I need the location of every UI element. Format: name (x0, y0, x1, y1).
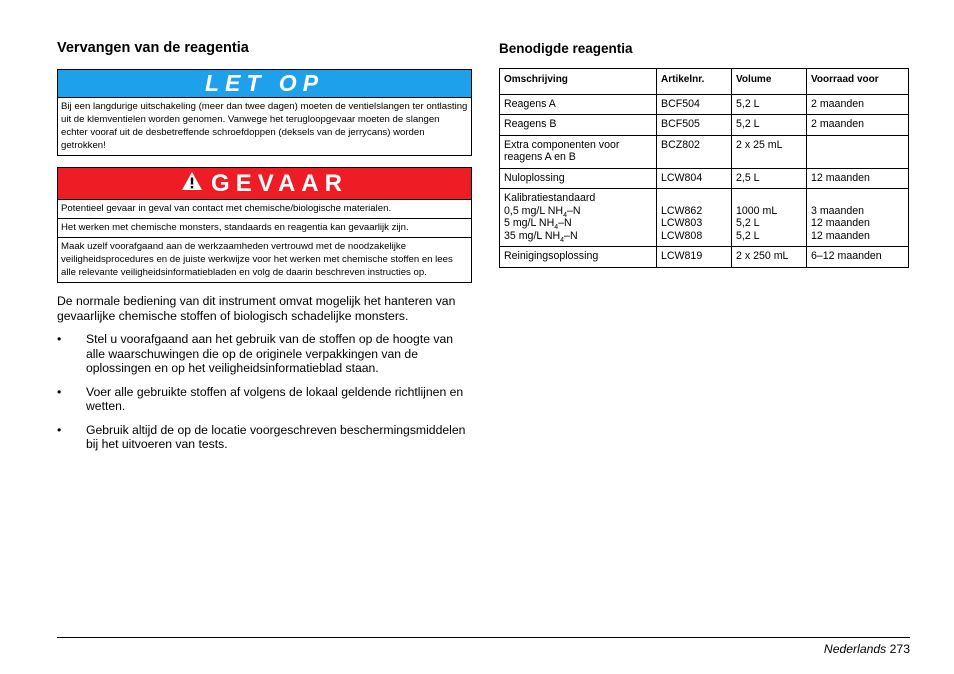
caution-banner (58, 70, 471, 98)
cell: BCF505 (657, 115, 732, 136)
list-item (57, 385, 472, 414)
calibration-article: LCW803 (661, 217, 703, 229)
header-volume: Volume (732, 69, 807, 95)
calibration-item: 0,5 mg/L $NH_4-N$ (504, 204, 581, 219)
bullet-text: Gebruik altijd de op de locatie voorgeschreven beschermingsmiddelen bij het uitvoeren van tests. (86, 422, 466, 451)
caution-text: Bij een langdurige uitschakeling (meer dan twee dagen) moeten de ventielslangen ter ontlasting uit de klemventielen worden genomen. Vanwege het terugloopgevaar moeten de slangen echter vooraf uit de desbetreffende schroefdoppen (deksels van de jerrycans) worden getrokken! (61, 101, 468, 151)
bullet-text: Voer alle gebruikte stoffen af volgens de lokaal geldende richtlijnen en wetten. (86, 384, 464, 413)
cell: Nuloplossing (500, 168, 657, 189)
cell: BCF504 (657, 94, 732, 115)
calibration-volume: 5,2 L (736, 229, 760, 242)
cell: 2,5 L (732, 168, 807, 189)
danger-notice (57, 167, 472, 283)
calibration-stock: 12 maanden (811, 229, 870, 242)
calibration-stock: 3 maanden (811, 204, 865, 217)
table-row (500, 115, 909, 136)
header-stock: Voorraad voor (807, 69, 909, 95)
cell: 2 x 25 mL (732, 135, 807, 168)
calibration-volume: 1000 mL (736, 204, 778, 217)
cell: Reagens A (500, 94, 657, 115)
calibration-item: 35 mg/L $NH_4-N$ (504, 229, 578, 244)
table-row (500, 247, 909, 268)
bullet-dot: • (57, 422, 62, 437)
left-column (57, 40, 472, 461)
cell: LCW804 (657, 168, 732, 189)
caution-notice (57, 69, 472, 156)
cell: 6–12 maanden (807, 247, 909, 268)
page-footer (824, 642, 910, 656)
cell-calibration-volumes (732, 189, 807, 247)
cell: LCW819 (657, 247, 732, 268)
cell: 5,2 L (732, 115, 807, 136)
cell: 2 x 250 mL (732, 247, 807, 268)
cell-calibration-articles (657, 189, 732, 247)
calibration-item: 5 mg/L $NH_4-N$ (504, 217, 572, 232)
cell: 12 maanden (807, 168, 909, 189)
danger-banner (58, 168, 471, 200)
cell: Extra componenten voor reagens A en B (500, 135, 657, 168)
list-item (57, 423, 472, 452)
cell-calibration-names (500, 189, 657, 247)
header-article: Artikelnr. (657, 69, 732, 95)
danger-text-3: Maak uzelf voorafgaand aan de werkzaamheden vertrouwd met de noodzakelijke veiligheidsprocedures en de juiste werkwijze voor het werken met chemische stoffen en lees alle relevante veiligheidsinformatiebladen en volg de daarin beschreven instructies op. (61, 241, 453, 278)
bullet-dot: • (57, 384, 62, 399)
danger-text-2: Het werken met chemische monsters, standaards en reagentia kan gevaarlijk zijn. (58, 219, 471, 238)
table-row (500, 135, 909, 168)
bullet-list (57, 332, 472, 452)
cell: 2 maanden (807, 115, 909, 136)
table-row-calibration (500, 189, 909, 247)
calibration-article: LCW808 (661, 229, 703, 242)
section-heading: Vervangen van de reagentia (57, 40, 249, 56)
cell: 5,2 L (732, 94, 807, 115)
calibration-article: LCW862 (661, 204, 703, 217)
danger-title: GEVAAR (211, 169, 348, 197)
cell (807, 135, 909, 168)
bullet-dot: • (57, 332, 62, 346)
reagents-table (499, 68, 909, 268)
intro-paragraph: De normale bediening van dit instrument omvat mogelijk het hanteren van gevaarlijke chemische stoffen of biologisch schadelijke monsters. (57, 294, 456, 323)
cell: BCZ802 (657, 135, 732, 168)
cell-calibration-stock (807, 189, 909, 247)
table-header-row (500, 69, 909, 95)
cell: Reinigingsoplossing (500, 247, 657, 268)
caution-title: LET OP (204, 70, 325, 96)
header-description: Omschrijving (500, 69, 657, 95)
table-row (500, 94, 909, 115)
calibration-volume: 5,2 L (736, 217, 760, 229)
danger-text-1: Potentieel gevaar in geval van contact met chemische/biologische materialen. (58, 200, 471, 219)
calibration-stock: 12 maanden (811, 217, 870, 229)
cell: 2 maanden (807, 94, 909, 115)
right-column (499, 40, 909, 268)
warning-triangle-icon (181, 170, 203, 198)
calibration-label: Kalibratiestandaard (504, 192, 596, 204)
footer-language: Nederlands (823, 642, 887, 656)
table-heading: Benodigde reagentia (499, 41, 633, 56)
table-row (500, 168, 909, 189)
bullet-text: Stel u voorafgaand aan het gebruik van de stoffen op de hoogte van alle waarschuwingen die op de originele verpakkingen van de oplossingen en op het veiligheidsinformatieblad staan. (86, 332, 454, 375)
footer-divider (57, 637, 910, 638)
list-item (57, 332, 472, 376)
page-number: 273 (889, 642, 910, 656)
cell: Reagens B (500, 115, 657, 136)
